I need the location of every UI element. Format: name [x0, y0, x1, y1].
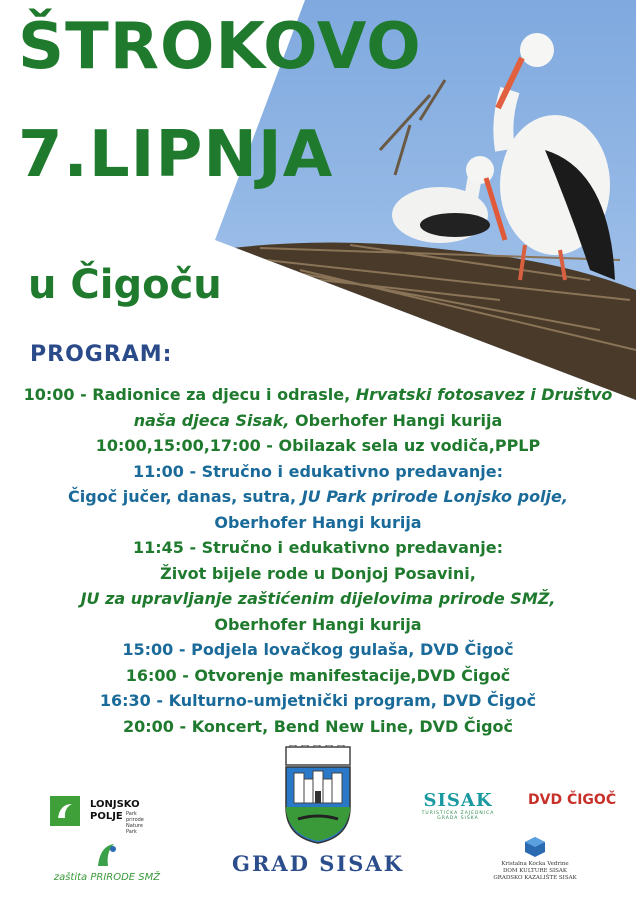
grad-sisak-text: GRAD SISAK: [232, 851, 404, 876]
program-line: 16:30 - Kulturno-umjetnički program, DVD Čigoč: [99, 691, 537, 710]
sisak-tourist-board-logo: SISAK TURISTIČKA ZAJEDNICA GRADA SISKA: [421, 790, 495, 821]
zastita-prirode-icon: [94, 840, 120, 870]
program-list: [0, 382, 636, 739]
program-line: Život bijele rode u Donjoj Posavini,: [160, 563, 476, 583]
program-line: 10:00,15:00,17:00 - Obilazak sela uz vodiča,PPLP: [95, 436, 541, 455]
program-line: 16:00 - Otvorenje manifestacije,DVD Čigoč: [125, 665, 511, 685]
program-line: 11:45 - Stručno i edukativno predavanje:: [132, 538, 504, 557]
program-line: 10:00 - Radionice za djecu i odrasle, Hrvatski fotosavez i Društvo: [23, 385, 613, 404]
grad-sisak-logo: [228, 745, 408, 876]
dvd-cigoc-text: DVD ČIGOČ: [528, 792, 617, 808]
kristalna-kocka-logo: Kristalna Kocka Vedrine DOM KULTURE SISAK GRADSKO KAZALIŠTE SISAK: [485, 836, 585, 882]
coat-of-arms-icon: [280, 745, 356, 845]
program-line: Čigoč jučer, danas, sutra, JU Park prirode Lonjsko polje,: [68, 487, 568, 506]
program-line: Oberhofer Hangi kurija: [214, 614, 422, 634]
title-place: u Čigoču: [28, 262, 222, 308]
title-location: ŠTROKOVO: [18, 10, 422, 84]
cube-icon: [524, 836, 546, 858]
zastita-prirode-logo: zaštita PRIRODE SMŽ: [52, 840, 162, 883]
title-date: 7.LIPNJA: [18, 118, 334, 192]
program-line: 20:00 - Koncert, Bend New Line, DVD Čigoč: [122, 716, 514, 736]
lonjsko-polje-icon: [50, 796, 80, 826]
program-line: Oberhofer Hangi kurija: [214, 512, 422, 532]
program-line: 11:00 - Stručno i edukativno predavanje:: [132, 461, 504, 481]
program-line: naša djeca Sisak, Oberhofer Hangi kurija: [133, 410, 503, 430]
program-heading: PROGRAM:: [30, 342, 173, 367]
program-line: 15:00 - Podjela lovačkog gulaša, DVD Čigoč: [122, 640, 514, 659]
program-line: JU za upravljanje zaštićenim dijelovima prirode SMŽ,: [80, 589, 556, 608]
